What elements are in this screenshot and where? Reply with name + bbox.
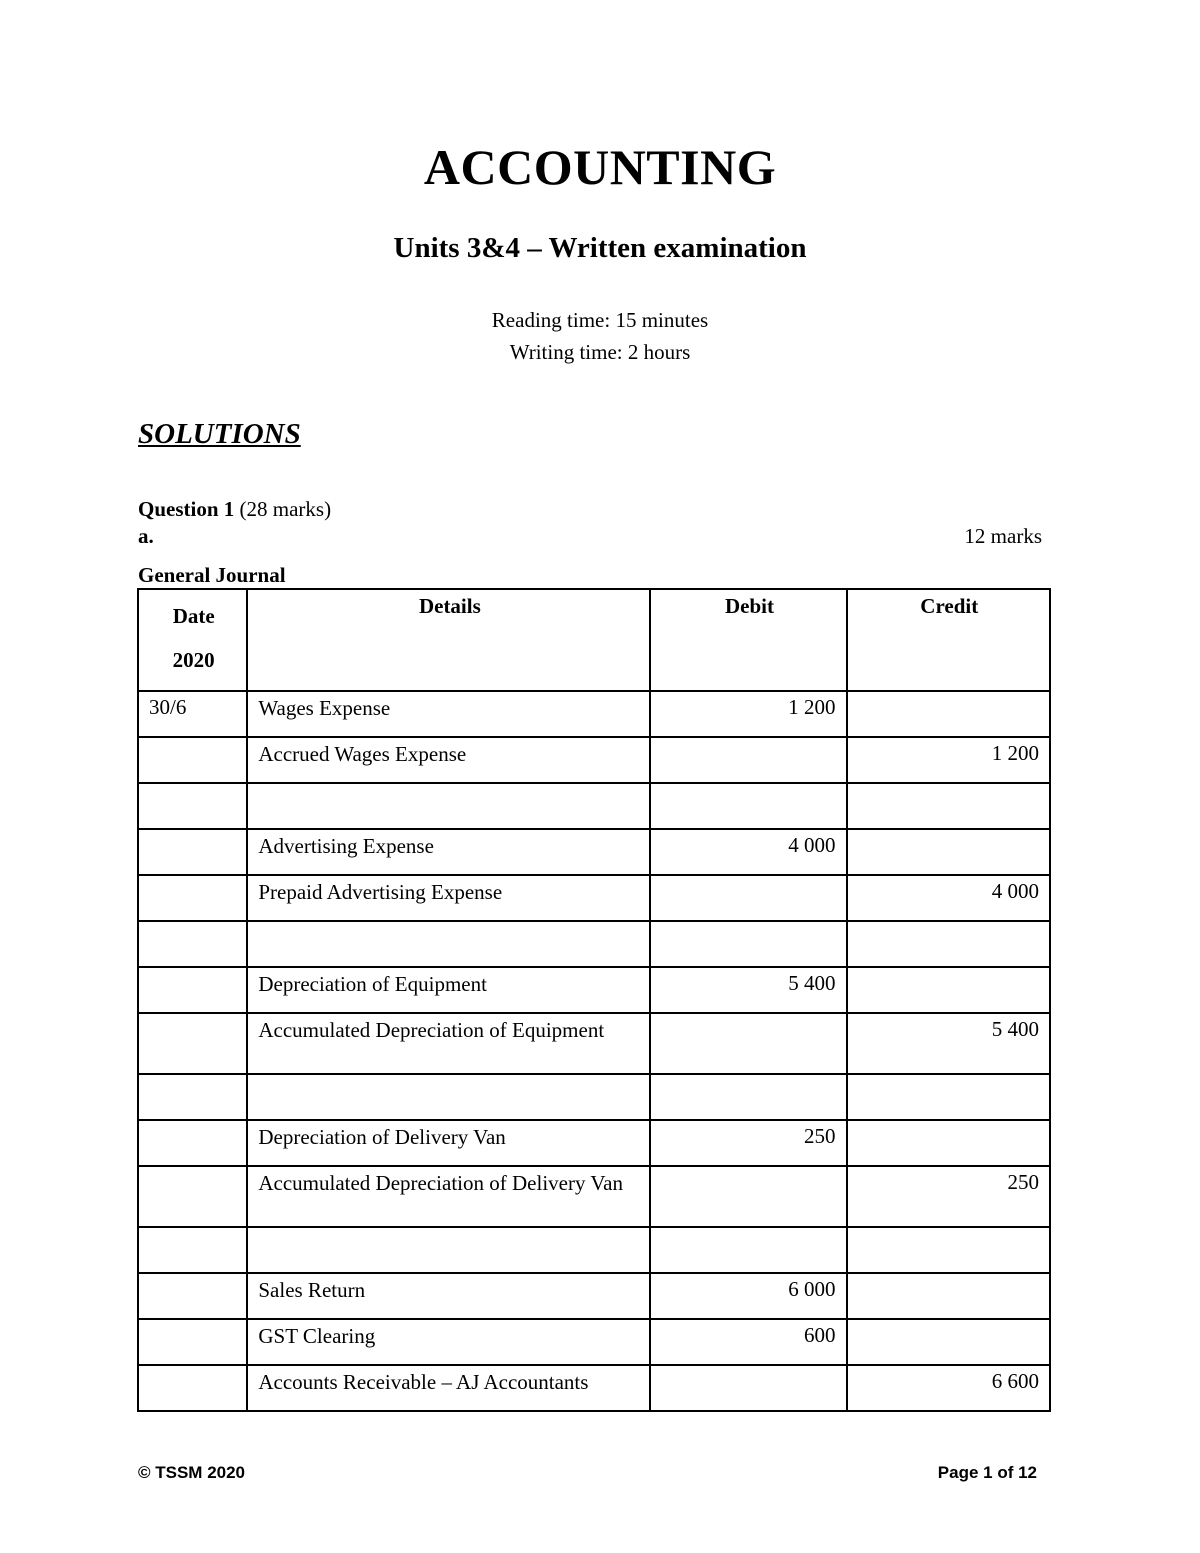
cell-details: Prepaid Advertising Expense [247, 875, 650, 921]
question-heading [138, 497, 331, 522]
header-debit: Debit [650, 589, 846, 691]
header-date [138, 589, 247, 691]
cell-date [138, 1319, 247, 1365]
cell-credit: 4 000 [847, 875, 1050, 921]
cell-credit: 6 600 [847, 1365, 1050, 1411]
cell-date [138, 737, 247, 783]
cell-credit [847, 1227, 1050, 1273]
table-row [138, 1166, 1050, 1227]
header-credit: Credit [847, 589, 1050, 691]
cell-date [138, 1227, 247, 1273]
table-header-row [138, 589, 1050, 691]
cell-debit [650, 1365, 846, 1411]
cell-date [138, 875, 247, 921]
cell-details [247, 1074, 650, 1120]
footer-page-number: Page 1 of 12 [937, 1463, 1037, 1482]
table-row [138, 875, 1050, 921]
cell-date [138, 1013, 247, 1074]
cell-debit [650, 1227, 846, 1273]
cell-date [138, 1166, 247, 1227]
cell-debit: 5 400 [650, 967, 846, 1013]
table-row [138, 921, 1050, 967]
cell-details [247, 1227, 650, 1273]
part-label: a. [138, 524, 154, 548]
table-row [138, 737, 1050, 783]
header-date-label: Date [172, 604, 215, 628]
cell-credit: 5 400 [847, 1013, 1050, 1074]
cell-details: Accrued Wages Expense [247, 737, 650, 783]
cell-details: Accumulated Depreciation of Delivery Van [247, 1166, 650, 1227]
table-row [138, 1120, 1050, 1166]
cell-details: Accounts Receivable – AJ Accountants [247, 1365, 650, 1411]
cell-date [138, 921, 247, 967]
cell-details: Wages Expense [247, 691, 650, 737]
cell-details: Depreciation of Equipment [247, 967, 650, 1013]
cell-date [138, 1120, 247, 1166]
table-row [138, 691, 1050, 737]
cell-debit: 4 000 [650, 829, 846, 875]
cell-details: GST Clearing [247, 1319, 650, 1365]
table-row [138, 967, 1050, 1013]
cell-debit: 250 [650, 1120, 846, 1166]
document-title: ACCOUNTING [423, 139, 777, 195]
cell-credit [847, 1074, 1050, 1120]
cell-credit [847, 783, 1050, 829]
cell-debit: 600 [650, 1319, 846, 1365]
cell-credit [847, 1273, 1050, 1319]
header-year-label: 2020 [172, 648, 215, 672]
cell-credit [847, 1120, 1050, 1166]
cell-date [138, 783, 247, 829]
journal-title: General Journal [138, 563, 286, 587]
part-marks: 12 marks [964, 524, 1042, 548]
table-row [138, 1273, 1050, 1319]
table-row [138, 1227, 1050, 1273]
cell-debit [650, 1166, 846, 1227]
cell-credit [847, 829, 1050, 875]
cell-debit [650, 1074, 846, 1120]
table-row [138, 1013, 1050, 1074]
cell-credit [847, 967, 1050, 1013]
cell-credit [847, 691, 1050, 737]
cell-details: Advertising Expense [247, 829, 650, 875]
cell-details: Sales Return [247, 1273, 650, 1319]
question-marks: (28 marks) [239, 497, 332, 521]
cell-debit [650, 875, 846, 921]
cell-date [138, 967, 247, 1013]
cell-debit [650, 737, 846, 783]
cell-debit [650, 1013, 846, 1074]
cell-date [138, 1273, 247, 1319]
cell-debit: 6 000 [650, 1273, 846, 1319]
cell-details [247, 921, 650, 967]
cell-details [247, 783, 650, 829]
general-journal-table [137, 588, 1051, 1412]
journal-body [138, 691, 1050, 1411]
solutions-heading: SOLUTIONS [138, 418, 301, 450]
table-row [138, 1074, 1050, 1120]
table-row [138, 829, 1050, 875]
cell-details: Accumulated Depreciation of Equipment [247, 1013, 650, 1074]
cell-date: 30/6 [138, 691, 247, 737]
reading-time: Reading time: 15 minutes [491, 308, 709, 332]
table-row [138, 1319, 1050, 1365]
cell-debit [650, 783, 846, 829]
header-details: Details [247, 589, 650, 691]
cell-debit: 1 200 [650, 691, 846, 737]
table-row [138, 1365, 1050, 1411]
writing-time: Writing time: 2 hours [509, 340, 691, 364]
cell-credit: 1 200 [847, 737, 1050, 783]
cell-date [138, 1074, 247, 1120]
document-subtitle: Units 3&4 – Written examination [393, 232, 807, 264]
question-label: Question 1 [138, 497, 235, 521]
cell-date [138, 829, 247, 875]
cell-credit: 250 [847, 1166, 1050, 1227]
cell-credit [847, 1319, 1050, 1365]
table-row [138, 783, 1050, 829]
footer-copyright: © TSSM 2020 [138, 1463, 246, 1482]
cell-credit [847, 921, 1050, 967]
cell-debit [650, 921, 846, 967]
cell-details: Depreciation of Delivery Van [247, 1120, 650, 1166]
cell-date [138, 1365, 247, 1411]
